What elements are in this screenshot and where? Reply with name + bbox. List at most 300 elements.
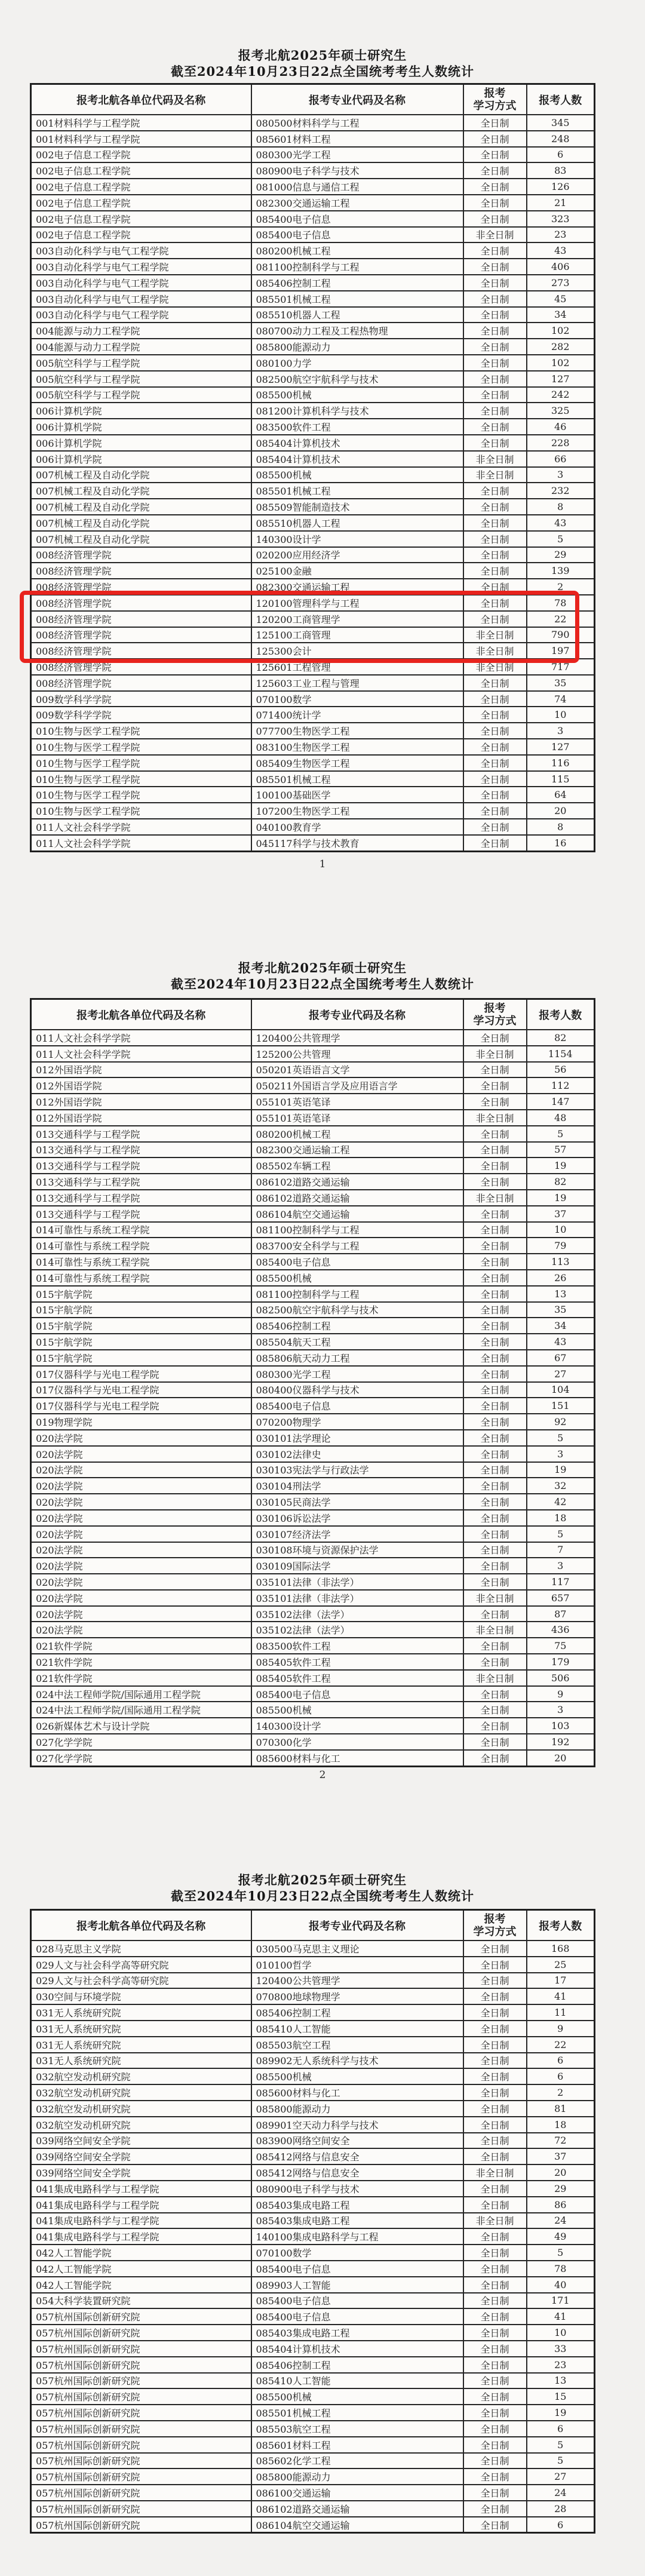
major-cell: 085400电子信息 bbox=[251, 1254, 463, 1270]
table-row bbox=[31, 1414, 595, 1430]
mode-cell: 全日制 bbox=[463, 1302, 527, 1318]
major-cell: 085509智能制造技术 bbox=[251, 499, 463, 515]
count-cell: 6 bbox=[527, 147, 595, 163]
mode-cell: 全日制 bbox=[463, 1446, 527, 1462]
mode-cell: 全日制 bbox=[463, 2084, 527, 2101]
unit-cell: 057杭州国际创新研究院 bbox=[31, 2501, 251, 2517]
count-cell: 13 bbox=[527, 2373, 595, 2389]
table-row bbox=[31, 419, 595, 435]
major-cell: 082300交通运输工程 bbox=[251, 579, 463, 595]
unit-cell: 031无人系统研究院 bbox=[31, 2004, 251, 2021]
table-row bbox=[31, 1318, 595, 1334]
major-cell: 081200计算机科学与技术 bbox=[251, 403, 463, 419]
mode-cell: 全日制 bbox=[463, 1494, 527, 1510]
count-cell: 717 bbox=[527, 659, 595, 675]
table-row bbox=[31, 1302, 595, 1318]
table-row bbox=[31, 2213, 595, 2229]
unit-cell: 057杭州国际创新研究院 bbox=[31, 2517, 251, 2533]
mode-cell: 全日制 bbox=[463, 2037, 527, 2053]
count-cell: 102 bbox=[527, 355, 595, 371]
stats-table-page1 bbox=[30, 83, 595, 852]
major-cell: 030105民商法学 bbox=[251, 1494, 463, 1510]
mode-cell: 全日制 bbox=[463, 2133, 527, 2149]
mode-cell: 全日制 bbox=[463, 787, 527, 803]
table-row bbox=[31, 643, 595, 659]
mode-cell: 全日制 bbox=[463, 499, 527, 515]
unit-cell: 039网络空间安全学院 bbox=[31, 2148, 251, 2164]
unit-cell: 013交通科学与工程学院 bbox=[31, 1157, 251, 1174]
mode-cell: 全日制 bbox=[463, 147, 527, 163]
count-cell: 43 bbox=[527, 242, 595, 259]
unit-cell: 015宇航学院 bbox=[31, 1286, 251, 1302]
table-row bbox=[31, 803, 595, 819]
count-cell: 506 bbox=[527, 1670, 595, 1686]
major-cell: 086102道路交通运输 bbox=[251, 1174, 463, 1190]
table-row bbox=[31, 659, 595, 675]
major-cell: 050201英语语言文学 bbox=[251, 1062, 463, 1078]
major-cell: 086102道路交通运输 bbox=[251, 1190, 463, 1206]
major-cell: 085501机械工程 bbox=[251, 2405, 463, 2421]
table-row bbox=[31, 403, 595, 419]
count-cell: 29 bbox=[527, 547, 595, 563]
unit-cell: 006计算机学院 bbox=[31, 435, 251, 451]
unit-cell: 002电子信息工程学院 bbox=[31, 162, 251, 179]
count-cell: 43 bbox=[527, 1334, 595, 1350]
mode-cell: 全日制 bbox=[463, 1062, 527, 1078]
mode-cell: 全日制 bbox=[463, 1222, 527, 1238]
mode-cell: 全日制 bbox=[463, 1478, 527, 1494]
unit-cell: 008经济管理学院 bbox=[31, 627, 251, 643]
table-header-mode bbox=[463, 84, 527, 115]
unit-cell: 006计算机学院 bbox=[31, 451, 251, 467]
count-cell: 19 bbox=[527, 1462, 595, 1478]
table-row bbox=[31, 2068, 595, 2084]
major-cell: 085501机械工程 bbox=[251, 291, 463, 307]
major-cell: 081000信息与通信工程 bbox=[251, 179, 463, 195]
major-cell: 020200应用经济学 bbox=[251, 547, 463, 563]
count-cell: 86 bbox=[527, 2197, 595, 2213]
table-row bbox=[31, 1622, 595, 1638]
count-cell: 232 bbox=[527, 483, 595, 499]
count-cell: 18 bbox=[527, 1510, 595, 1526]
page-number-1: 1 bbox=[319, 858, 326, 870]
count-cell: 5 bbox=[527, 1526, 595, 1542]
count-cell: 35 bbox=[527, 675, 595, 691]
major-cell: 085403集成电路工程 bbox=[251, 2197, 463, 2213]
mode-cell: 全日制 bbox=[463, 2405, 527, 2421]
mode-cell: 全日制 bbox=[463, 1334, 527, 1350]
unit-cell: 017仪器科学与光电工程学院 bbox=[31, 1398, 251, 1414]
count-cell: 1154 bbox=[527, 1046, 595, 1062]
unit-cell: 021软件学院 bbox=[31, 1654, 251, 1670]
table-row bbox=[31, 2117, 595, 2133]
table-header-row bbox=[31, 84, 595, 115]
table-row bbox=[31, 1478, 595, 1494]
major-cell: 085406控制工程 bbox=[251, 2357, 463, 2373]
unit-cell: 032航空发动机研究院 bbox=[31, 2084, 251, 2101]
count-cell: 32 bbox=[527, 1478, 595, 1494]
table-header-count: 报考人数 bbox=[527, 1910, 595, 1941]
unit-cell: 010生物与医学工程学院 bbox=[31, 739, 251, 755]
unit-cell: 013交通科学与工程学院 bbox=[31, 1206, 251, 1222]
mode-cell: 全日制 bbox=[463, 307, 527, 323]
count-cell: 5 bbox=[527, 2245, 595, 2261]
mode-cell: 全日制 bbox=[463, 435, 527, 451]
count-cell: 20 bbox=[527, 803, 595, 819]
table-row bbox=[31, 2277, 595, 2293]
table-row bbox=[31, 1718, 595, 1734]
count-cell: 19 bbox=[527, 1157, 595, 1174]
count-cell: 20 bbox=[527, 2164, 595, 2181]
mode-cell: 全日制 bbox=[463, 1030, 527, 1046]
count-cell: 6 bbox=[527, 2068, 595, 2084]
mode-cell: 全日制 bbox=[463, 1270, 527, 1286]
count-cell: 6 bbox=[527, 2421, 595, 2437]
major-cell: 085600材料与化工 bbox=[251, 2084, 463, 2101]
major-cell: 080300光学工程 bbox=[251, 1366, 463, 1382]
table-row bbox=[31, 242, 595, 259]
unit-cell: 002电子信息工程学院 bbox=[31, 211, 251, 227]
table-header-major: 报考专业代码及名称 bbox=[251, 84, 463, 115]
unit-cell: 039网络空间安全学院 bbox=[31, 2133, 251, 2149]
major-cell: 030104刑法学 bbox=[251, 1478, 463, 1494]
table-row bbox=[31, 323, 595, 339]
count-cell: 282 bbox=[527, 339, 595, 355]
count-cell: 24 bbox=[527, 2485, 595, 2501]
major-cell: 085405软件工程 bbox=[251, 1670, 463, 1686]
unit-cell: 014可靠性与系统工程学院 bbox=[31, 1254, 251, 1270]
count-cell: 33 bbox=[527, 2341, 595, 2357]
major-cell: 085500机械 bbox=[251, 1270, 463, 1286]
table-row bbox=[31, 2053, 595, 2069]
count-cell: 41 bbox=[527, 1988, 595, 2004]
unit-cell: 005航空科学与工程学院 bbox=[31, 387, 251, 403]
table-row bbox=[31, 467, 595, 483]
mode-cell: 全日制 bbox=[463, 755, 527, 771]
major-cell: 089901空天动力科学与技术 bbox=[251, 2117, 463, 2133]
major-cell: 085600材料与化工 bbox=[251, 1750, 463, 1766]
count-cell: 15 bbox=[527, 2388, 595, 2405]
mode-cell: 全日制 bbox=[463, 1254, 527, 1270]
mode-cell: 非全日制 bbox=[463, 1190, 527, 1206]
table-row bbox=[31, 835, 595, 851]
table-row bbox=[31, 2437, 595, 2453]
table-row bbox=[31, 1542, 595, 1558]
mode-cell: 全日制 bbox=[463, 403, 527, 419]
unit-cell: 004能源与动力工程学院 bbox=[31, 339, 251, 355]
count-cell: 3 bbox=[527, 467, 595, 483]
mode-cell: 全日制 bbox=[463, 1718, 527, 1734]
mode-cell: 全日制 bbox=[463, 1558, 527, 1574]
major-cell: 085400电子信息 bbox=[251, 2293, 463, 2309]
major-cell: 045117科学与技术教育 bbox=[251, 835, 463, 851]
mode-cell: 全日制 bbox=[463, 2053, 527, 2069]
unit-cell: 057杭州国际创新研究院 bbox=[31, 2308, 251, 2325]
count-cell: 345 bbox=[527, 115, 595, 131]
table-header-major: 报考专业代码及名称 bbox=[251, 1910, 463, 1941]
table-row bbox=[31, 2373, 595, 2389]
table-row bbox=[31, 1988, 595, 2004]
mode-cell: 全日制 bbox=[463, 371, 527, 387]
major-cell: 125603工业工程与管理 bbox=[251, 675, 463, 691]
unit-cell: 006计算机学院 bbox=[31, 419, 251, 435]
mode-cell: 全日制 bbox=[463, 419, 527, 435]
count-cell: 49 bbox=[527, 2228, 595, 2245]
unit-cell: 008经济管理学院 bbox=[31, 643, 251, 659]
unit-cell: 027化学学院 bbox=[31, 1734, 251, 1750]
major-cell: 085601材料工程 bbox=[251, 2437, 463, 2453]
table-row bbox=[31, 1446, 595, 1462]
table-row bbox=[31, 787, 595, 803]
mode-cell: 全日制 bbox=[463, 2421, 527, 2437]
table-header-mode bbox=[463, 1910, 527, 1941]
major-cell: 081100控制科学与工程 bbox=[251, 1222, 463, 1238]
count-cell: 22 bbox=[527, 611, 595, 627]
table-header-mode bbox=[463, 999, 527, 1030]
unit-cell: 031无人系统研究院 bbox=[31, 2037, 251, 2053]
table-row bbox=[31, 2228, 595, 2245]
count-cell: 151 bbox=[527, 1398, 595, 1414]
unit-cell: 042人工智能学院 bbox=[31, 2261, 251, 2277]
major-cell: 085500机械 bbox=[251, 1702, 463, 1718]
unit-cell: 010生物与医学工程学院 bbox=[31, 771, 251, 787]
table-row bbox=[31, 1398, 595, 1414]
mode-cell: 全日制 bbox=[463, 2517, 527, 2533]
count-cell: 23 bbox=[527, 227, 595, 243]
table-row bbox=[31, 2037, 595, 2053]
unit-cell: 012外国语学院 bbox=[31, 1077, 251, 1094]
unit-cell: 011人文社会科学学院 bbox=[31, 1046, 251, 1062]
table-row bbox=[31, 1654, 595, 1670]
count-cell: 34 bbox=[527, 307, 595, 323]
mode-cell: 全日制 bbox=[463, 259, 527, 275]
major-cell: 089903人工智能 bbox=[251, 2277, 463, 2293]
table-row bbox=[31, 1526, 595, 1542]
unit-cell: 012外国语学院 bbox=[31, 1062, 251, 1078]
count-cell: 3 bbox=[527, 1558, 595, 1574]
mode-cell: 全日制 bbox=[463, 2197, 527, 2213]
mode-cell: 非全日制 bbox=[463, 1590, 527, 1606]
unit-cell: 041集成电路科学与工程学院 bbox=[31, 2213, 251, 2229]
count-cell: 28 bbox=[527, 2501, 595, 2517]
table-row bbox=[31, 2325, 595, 2341]
count-cell: 8 bbox=[527, 819, 595, 835]
unit-cell: 020法学院 bbox=[31, 1542, 251, 1558]
page3-title-line2: 截至2024年10月23日22点全国统考考生人数统计 bbox=[170, 1889, 475, 1903]
unit-cell: 042人工智能学院 bbox=[31, 2277, 251, 2293]
mode-cell: 全日制 bbox=[463, 1142, 527, 1158]
unit-cell: 024中法工程师学院/国际通用工程学院 bbox=[31, 1686, 251, 1702]
table-row bbox=[31, 2261, 595, 2277]
table-header-count: 报考人数 bbox=[527, 84, 595, 115]
mode-cell: 全日制 bbox=[463, 691, 527, 707]
table-row bbox=[31, 579, 595, 595]
unit-cell: 027化学学院 bbox=[31, 1750, 251, 1766]
mode-cell: 全日制 bbox=[463, 1318, 527, 1334]
table-header-mode-line2: 学习方式 bbox=[473, 99, 517, 112]
table-row bbox=[31, 1941, 595, 1957]
unit-cell: 057杭州国际创新研究院 bbox=[31, 2421, 251, 2437]
mode-cell: 全日制 bbox=[463, 1094, 527, 1110]
unit-cell: 008经济管理学院 bbox=[31, 563, 251, 579]
major-cell: 081100控制科学与工程 bbox=[251, 1286, 463, 1302]
unit-cell: 032航空发动机研究院 bbox=[31, 2101, 251, 2117]
major-cell: 086102道路交通运输 bbox=[251, 2501, 463, 2517]
stats-table-page2 bbox=[30, 998, 595, 1767]
major-cell: 085602化学工程 bbox=[251, 2453, 463, 2469]
mode-cell: 全日制 bbox=[463, 1606, 527, 1622]
mode-cell: 全日制 bbox=[463, 2501, 527, 2517]
major-cell: 085806航天动力工程 bbox=[251, 1350, 463, 1366]
mode-cell: 非全日制 bbox=[463, 643, 527, 659]
table-row bbox=[31, 707, 595, 723]
mode-cell: 全日制 bbox=[463, 2453, 527, 2469]
table-row bbox=[31, 2084, 595, 2101]
table-row bbox=[31, 1222, 595, 1238]
count-cell: 92 bbox=[527, 1414, 595, 1430]
count-cell: 29 bbox=[527, 2181, 595, 2197]
table-row bbox=[31, 131, 595, 147]
count-cell: 171 bbox=[527, 2293, 595, 2309]
table-header-mode-line1: 报考 bbox=[484, 1002, 506, 1015]
table-row bbox=[31, 1190, 595, 1206]
table-row bbox=[31, 1142, 595, 1158]
major-cell: 125200公共管理 bbox=[251, 1046, 463, 1062]
unit-cell: 024中法工程师学院/国际通用工程学院 bbox=[31, 1702, 251, 1718]
mode-cell: 全日制 bbox=[463, 355, 527, 371]
mode-cell: 非全日制 bbox=[463, 467, 527, 483]
table-header-mode-line1: 报考 bbox=[484, 87, 506, 100]
mode-cell: 全日制 bbox=[463, 2261, 527, 2277]
major-cell: 085404计算机技术 bbox=[251, 2341, 463, 2357]
unit-cell: 004能源与动力工程学院 bbox=[31, 323, 251, 339]
count-cell: 78 bbox=[527, 2261, 595, 2277]
mode-cell: 全日制 bbox=[463, 1750, 527, 1766]
major-cell: 120400公共管理学 bbox=[251, 1973, 463, 1989]
table-row bbox=[31, 547, 595, 563]
count-cell: 126 bbox=[527, 179, 595, 195]
count-cell: 57 bbox=[527, 1142, 595, 1158]
table-row bbox=[31, 723, 595, 739]
table-row bbox=[31, 1157, 595, 1174]
major-cell: 085510机器人工程 bbox=[251, 307, 463, 323]
major-cell: 125601工程管理 bbox=[251, 659, 463, 675]
count-cell: 325 bbox=[527, 403, 595, 419]
mode-cell: 全日制 bbox=[463, 2341, 527, 2357]
mode-cell: 全日制 bbox=[463, 2004, 527, 2021]
unit-cell: 017仪器科学与光电工程学院 bbox=[31, 1382, 251, 1398]
unit-cell: 005航空科学与工程学院 bbox=[31, 355, 251, 371]
mode-cell: 非全日制 bbox=[463, 451, 527, 467]
mode-cell: 全日制 bbox=[463, 1077, 527, 1094]
count-cell: 24 bbox=[527, 2213, 595, 2229]
mode-cell: 全日制 bbox=[463, 1174, 527, 1190]
unit-cell: 057杭州国际创新研究院 bbox=[31, 2341, 251, 2357]
count-cell: 8 bbox=[527, 499, 595, 515]
mode-cell: 全日制 bbox=[463, 2388, 527, 2405]
table-row bbox=[31, 1590, 595, 1606]
mode-cell: 全日制 bbox=[463, 339, 527, 355]
unit-cell: 013交通科学与工程学院 bbox=[31, 1142, 251, 1158]
count-cell: 5 bbox=[527, 2437, 595, 2453]
major-cell: 085501机械工程 bbox=[251, 483, 463, 499]
unit-cell: 006计算机学院 bbox=[31, 403, 251, 419]
page2-title-line1: 报考北航2025年硕士研究生 bbox=[238, 960, 407, 975]
table-row bbox=[31, 1094, 595, 1110]
table-row bbox=[31, 1494, 595, 1510]
count-cell: 116 bbox=[527, 755, 595, 771]
table-row bbox=[31, 2485, 595, 2501]
major-cell: 140300设计学 bbox=[251, 1718, 463, 1734]
mode-cell: 全日制 bbox=[463, 2181, 527, 2197]
count-cell: 66 bbox=[527, 451, 595, 467]
unit-cell: 008经济管理学院 bbox=[31, 675, 251, 691]
count-cell: 27 bbox=[527, 1366, 595, 1382]
table-row bbox=[31, 1270, 595, 1286]
count-cell: 139 bbox=[527, 563, 595, 579]
table-header-unit: 报考北航各单位代码及名称 bbox=[31, 84, 251, 115]
unit-cell: 003自动化科学与电气工程学院 bbox=[31, 259, 251, 275]
count-cell: 9 bbox=[527, 1686, 595, 1702]
unit-cell: 020法学院 bbox=[31, 1606, 251, 1622]
major-cell: 120200工商管理学 bbox=[251, 611, 463, 627]
table-row bbox=[31, 483, 595, 499]
count-cell: 10 bbox=[527, 707, 595, 723]
mode-cell: 非全日制 bbox=[463, 1110, 527, 1126]
table-row bbox=[31, 1558, 595, 1574]
major-cell: 085800能源动力 bbox=[251, 339, 463, 355]
unit-cell: 020法学院 bbox=[31, 1574, 251, 1590]
count-cell: 81 bbox=[527, 2101, 595, 2117]
table-header-unit: 报考北航各单位代码及名称 bbox=[31, 999, 251, 1030]
unit-cell: 013交通科学与工程学院 bbox=[31, 1126, 251, 1142]
mode-cell: 全日制 bbox=[463, 1157, 527, 1174]
unit-cell: 010生物与医学工程学院 bbox=[31, 723, 251, 739]
major-cell: 030102法律史 bbox=[251, 1446, 463, 1462]
major-cell: 050211外国语言学及应用语言学 bbox=[251, 1077, 463, 1094]
mode-cell: 全日制 bbox=[463, 2325, 527, 2341]
unit-cell: 021软件学院 bbox=[31, 1670, 251, 1686]
major-cell: 085406控制工程 bbox=[251, 2004, 463, 2021]
table-row bbox=[31, 563, 595, 579]
mode-cell: 全日制 bbox=[463, 579, 527, 595]
table-row bbox=[31, 1350, 595, 1366]
mode-cell: 全日制 bbox=[463, 2468, 527, 2485]
mode-cell: 全日制 bbox=[463, 723, 527, 739]
count-cell: 103 bbox=[527, 1718, 595, 1734]
count-cell: 115 bbox=[527, 771, 595, 787]
major-cell: 125100工商管理 bbox=[251, 627, 463, 643]
unit-cell: 002电子信息工程学院 bbox=[31, 179, 251, 195]
major-cell: 086104航空交通运输 bbox=[251, 2517, 463, 2533]
count-cell: 22 bbox=[527, 2037, 595, 2053]
count-cell: 117 bbox=[527, 1574, 595, 1590]
unit-cell: 029人文与社会科学高等研究院 bbox=[31, 1957, 251, 1973]
count-cell: 37 bbox=[527, 2148, 595, 2164]
major-cell: 085601材料工程 bbox=[251, 131, 463, 147]
unit-cell: 020法学院 bbox=[31, 1462, 251, 1478]
unit-cell: 020法学院 bbox=[31, 1526, 251, 1542]
count-cell: 5 bbox=[527, 1430, 595, 1446]
mode-cell: 全日制 bbox=[463, 1957, 527, 1973]
unit-cell: 019物理学院 bbox=[31, 1414, 251, 1430]
unit-cell: 013交通科学与工程学院 bbox=[31, 1190, 251, 1206]
unit-cell: 009数学科学学院 bbox=[31, 691, 251, 707]
major-cell: 085404计算机技术 bbox=[251, 435, 463, 451]
count-cell: 5 bbox=[527, 531, 595, 547]
mode-cell: 全日制 bbox=[463, 2308, 527, 2325]
table-header-major: 报考专业代码及名称 bbox=[251, 999, 463, 1030]
